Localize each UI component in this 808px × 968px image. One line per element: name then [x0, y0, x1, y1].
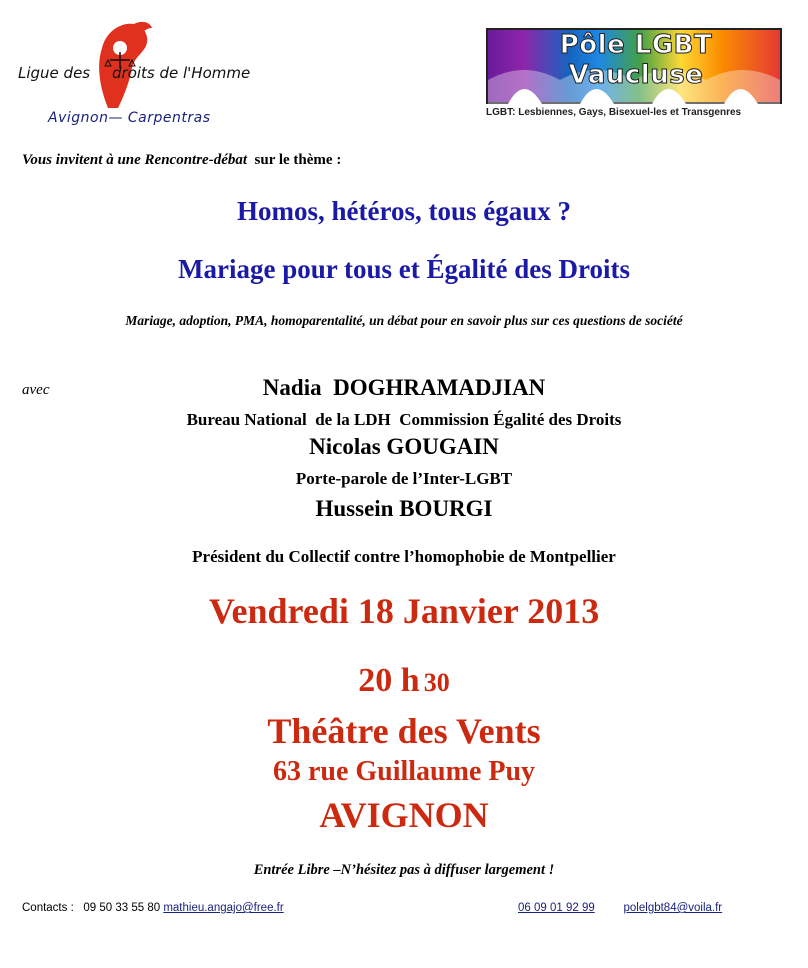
title-line-2: Mariage pour tous et Égalité des Droits [178, 254, 630, 284]
event-city: AVIGNON [319, 795, 489, 835]
contact-email-1[interactable]: mathieu.angajo@free.fr [163, 902, 284, 914]
speaker-role-2: Porte-parole de l’Inter-LGBT [295, 469, 513, 488]
ldh-name-left: Ligue des [18, 64, 91, 82]
entry-note: Entrée Libre –N’hésitez pas à diffuser largement ! [253, 862, 555, 878]
ldh-logo [18, 12, 278, 132]
event-time-hour: 20 h [358, 662, 420, 699]
pole-title: Pôle LGBT Vaucluse [559, 30, 713, 90]
pole-lgbt-logo [486, 28, 784, 122]
title-line-1: Homos, hétéros, tous égaux ? [237, 196, 571, 226]
event-address: 63 rue Guillaume Puy [272, 756, 536, 787]
event-date: Vendredi 18 Janvier 2013 [208, 591, 600, 631]
event-venue: Théâtre des Vents [267, 711, 541, 751]
topics: Mariage, adoption, PMA, homoparentalité, un débat pour en savoir plus sur ces questions de société [125, 313, 683, 328]
contacts-right [518, 902, 722, 914]
contact-phone-2[interactable]: 06 09 01 92 99 [518, 902, 595, 914]
invite-line [22, 152, 341, 169]
speaker-name-2: Nicolas GOUGAIN [309, 434, 499, 459]
invite-plain: sur le thème : [254, 152, 342, 168]
speaker-name-3: Hussein BOURGI [315, 496, 493, 521]
rainbow-banner [486, 28, 782, 104]
pole-subtitle: LGBT: Lesbiennes, Gays, Bisexuel-les et Transgenres [486, 107, 742, 118]
contacts-left [22, 902, 284, 914]
speaker-role-1: Bureau National de la LDH Commission Égalité des Droits [186, 410, 622, 429]
event-time-min: 30 [423, 668, 450, 697]
speaker-role-3: Président du Collectif contre l’homophobie de Montpellier [192, 547, 616, 566]
speaker-name-1: Nadia DOGHRAMADJIAN [262, 375, 546, 400]
avec-label: avec [22, 382, 50, 398]
event-time [0, 662, 808, 700]
ldh-subtitle: Avignon— Carpentras [48, 110, 211, 126]
contacts-label: Contacts : [22, 902, 74, 914]
contact-email-2[interactable]: polelgbt84@voila.fr [623, 902, 723, 914]
ldh-name-right: droits de l'Homme [112, 64, 251, 82]
invite-italic: Vous invitent à une Rencontre-débat [22, 152, 248, 168]
contact-phone-1: 09 50 33 55 80 [83, 902, 161, 914]
